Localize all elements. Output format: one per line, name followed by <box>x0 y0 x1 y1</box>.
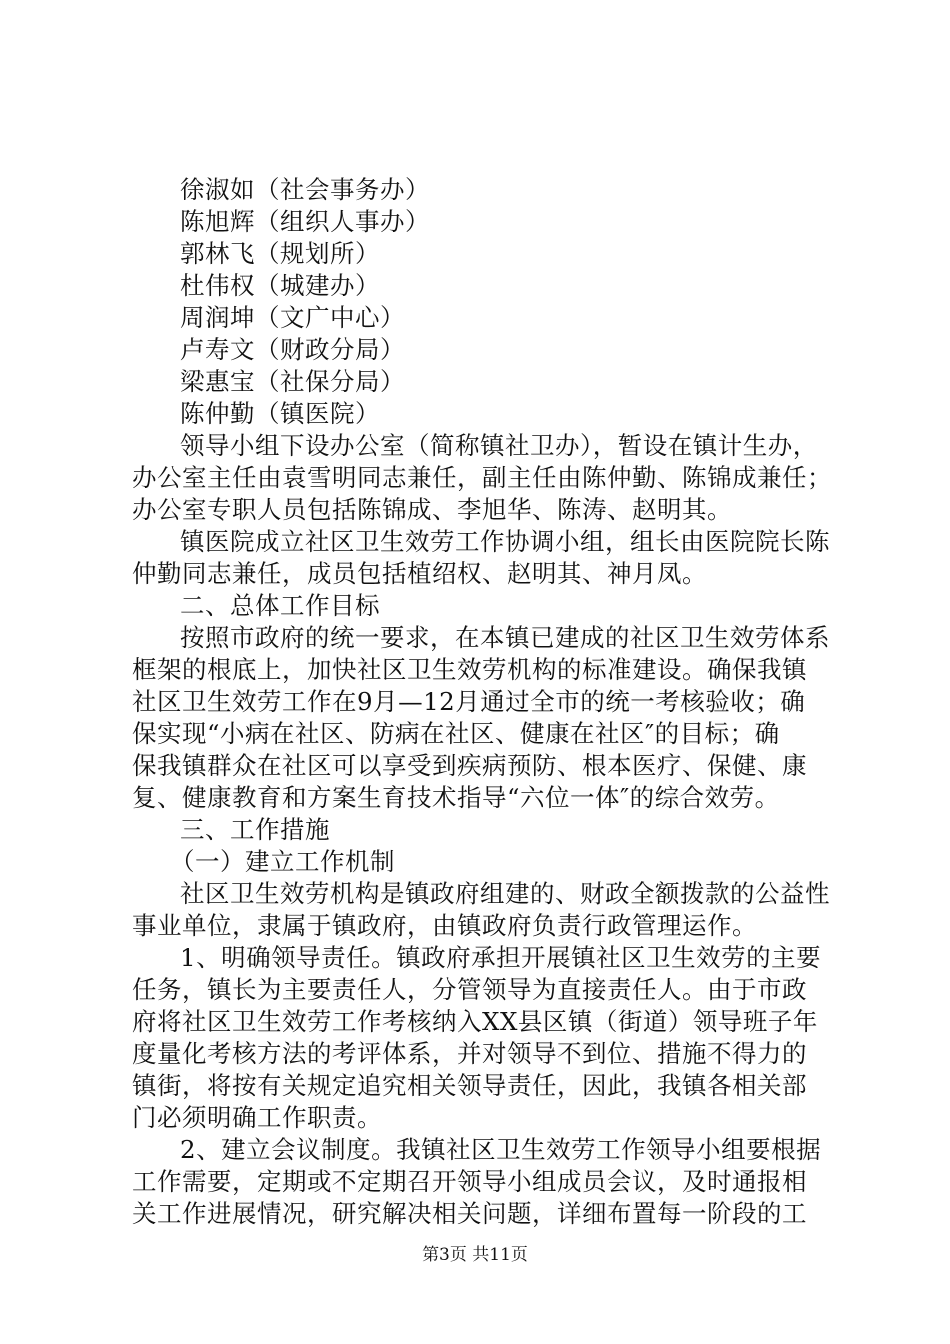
section-heading: 二、总体工作目标 <box>180 591 380 620</box>
page-footer: 第3页 共11页 <box>422 1245 528 1265</box>
mechanism-paragraph-line: 事业单位，隶属于镇政府，由镇政府负责行政管理运作。 <box>132 911 757 940</box>
goal-paragraph-line: 复、健康教育和方案生育技术指导“六位一体″的综合效劳。 <box>132 783 780 812</box>
office-paragraph-line: 领导小组下设办公室（简称镇社卫办），暂设在镇计生办， <box>180 431 818 460</box>
member-line: 卢寿文（财政分局） <box>180 335 405 364</box>
member-line: 徐淑如（社会事务办） <box>180 175 430 204</box>
item-1-paragraph-line: 1、明确领导责任。镇政府承担开展镇社区卫生效劳的主要 <box>180 943 822 972</box>
member-line: 杜伟权（城建办） <box>180 271 380 300</box>
goal-paragraph-line: 社区卫生效劳工作在9月—12月通过全市的统一考核验收；确 <box>132 687 806 716</box>
item-1-paragraph-line: 府将社区卫生效劳工作考核纳入XX县区镇（街道）领导班子年 <box>132 1007 818 1036</box>
member-line: 梁惠宝（社保分局） <box>180 367 405 396</box>
office-paragraph-line: 办公室主任由袁雪明同志兼任，副主任由陈仲勤、陈锦成兼任； <box>132 463 832 492</box>
goal-paragraph-line: 按照市政府的统一要求，在本镇已建成的社区卫生效劳体系 <box>180 623 830 652</box>
item-2-paragraph-line: 2、建立会议制度。我镇社区卫生效劳工作领导小组要根据 <box>180 1135 822 1164</box>
item-2-paragraph-line: 工作需要，定期或不定期召开领导小组成员会议，及时通报相 <box>132 1167 807 1196</box>
member-line: 郭林飞（规划所） <box>180 239 380 268</box>
section-heading: 三、工作措施 <box>180 815 330 844</box>
member-line: 周润坤（文广中心） <box>180 303 405 332</box>
sub-heading: （一）建立工作机制 <box>170 847 395 876</box>
item-2-paragraph-line: 关工作进展情况，研究解决相关问题，详细布置每一阶段的工 <box>132 1199 807 1228</box>
hospital-paragraph-line: 仲勤同志兼任，成员包括植绍权、赵明其、神月凤。 <box>132 559 707 588</box>
goal-paragraph-line: 框架的根底上，加快社区卫生效劳机构的标准建设。确保我镇 <box>132 655 807 684</box>
hospital-paragraph-line: 镇医院成立社区卫生效劳工作协调小组，组长由医院院长陈 <box>180 527 830 556</box>
mechanism-paragraph-line: 社区卫生效劳机构是镇政府组建的、财政全额拨款的公益性 <box>180 879 830 908</box>
item-1-paragraph-line: 镇街，将按有关规定追究相关领导责任，因此，我镇各相关部 <box>132 1071 807 1100</box>
item-1-paragraph-line: 任务，镇长为主要责任人，分管领导为直接责任人。由于市政 <box>132 975 807 1004</box>
member-line: 陈旭辉（组织人事办） <box>180 207 430 236</box>
member-line: 陈仲勤（镇医院） <box>180 399 380 428</box>
goal-paragraph-line: 保实现“小病在社区、防病在社区、健康在社区″的目标；确 <box>132 719 780 748</box>
item-1-paragraph-line: 度量化考核方法的考评体系，并对领导不到位、措施不得力的 <box>132 1039 807 1068</box>
office-paragraph-line: 办公室专职人员包括陈锦成、李旭华、陈涛、赵明其。 <box>132 495 732 524</box>
item-1-paragraph-line: 门必须明确工作职责。 <box>132 1103 382 1132</box>
goal-paragraph-line: 保我镇群众在社区可以享受到疾病预防、根本医疗、保健、康 <box>132 751 807 780</box>
